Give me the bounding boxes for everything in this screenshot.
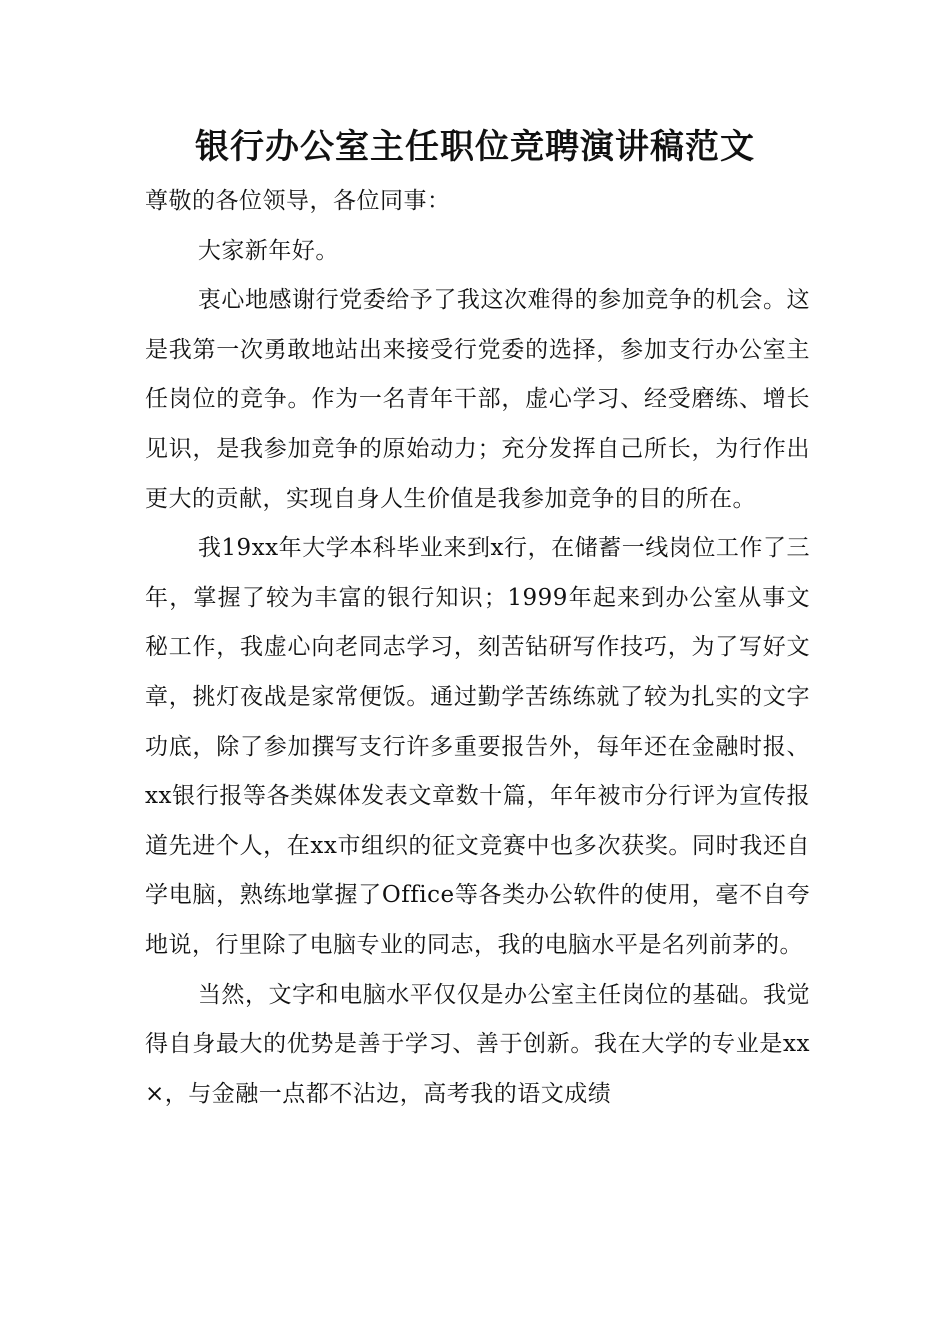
experience-paragraph: 我19xx年大学本科毕业来到x行，在储蓄一线岗位工作了三年，掌握了较为丰富的银行知识；1999年起来到办公室从事文秘工作，我虚心向老同志学习，刻苦钻研写作技巧，为了写好文章，挑灯夜战是家常便饭。通过勤学苦练练就了较为扎实的文字功底，除了参加撰写支行许多重要报告外，每年还在金融时报、xx银行报等各类媒体发表文章数十篇，年年被市分行评为宣传报道先进个人，在xx市组织的征文竞赛中也多次获奖。同时我还自学电脑，熟练地掌握了Office等各类办公软件的使用，毫不自夸地说，行里除了电脑专业的同志，我的电脑水平是名列前茅的。 <box>145 535 810 958</box>
document-body <box>145 177 810 1119</box>
salutation-paragraph: 尊敬的各位领导，各位同事： <box>145 188 451 214</box>
strengths-paragraph: 当然，文字和电脑水平仅仅是办公室主任岗位的基础。我觉得自身最大的优势是善于学习、善于创新。我在大学的专业是xx×，与金融一点都不沾边，高考我的语文成绩 <box>145 981 810 1107</box>
greeting-paragraph: 大家新年好。 <box>197 237 339 264</box>
gratitude-paragraph: 衷心地感谢行党委给予了我这次难得的参加竞争的机会。这是我第一次勇敢地站出来接受行党委的选择，参加支行办公室主任岗位的竞争。作为一名青年干部，虚心学习、经受磨练、增长见识，是我参加竞争的原始动力；充分发挥自己所长，为行作出更大的贡献，实现自身人生价值是我参加竞争的目的所在。 <box>145 287 810 512</box>
document-title: 银行办公室主任职位竞聘演讲稿范文 <box>195 127 755 167</box>
